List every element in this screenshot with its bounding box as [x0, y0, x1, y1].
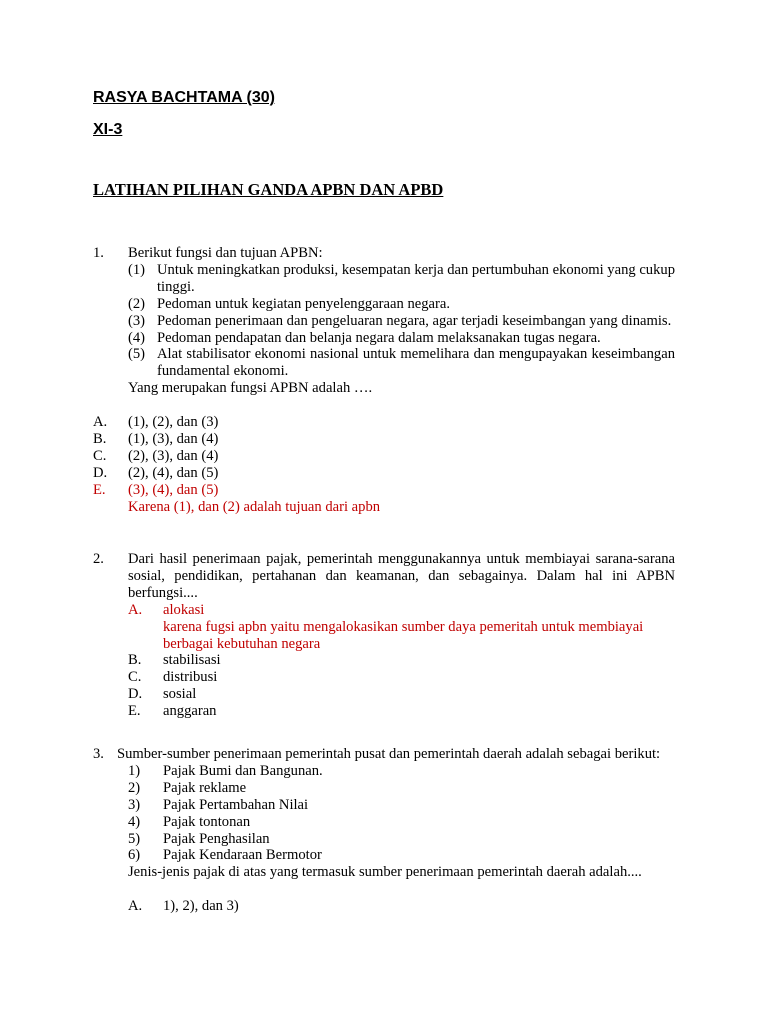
- document-title: LATIHAN PILIHAN GANDA APBN DAN APBD: [93, 180, 444, 199]
- question-prompt: Jenis-jenis pajak di atas yang termasuk sumber penerimaan pemerintah daerah adalah....: [128, 864, 642, 881]
- question-number: 1.: [93, 245, 104, 261]
- option-text: (3), (4), dan (5): [128, 481, 219, 498]
- student-name: RASYA BACHTAMA (30): [93, 89, 275, 106]
- item-label: (4): [128, 329, 146, 346]
- item-text: Pajak Bumi dan Bangunan.: [163, 762, 323, 779]
- option-text: anggaran: [163, 703, 217, 720]
- option-d: [93, 686, 675, 703]
- item-label: 5): [128, 830, 141, 847]
- option-text: (1), (2), dan (3): [128, 414, 219, 431]
- option-c: [93, 669, 675, 686]
- question-2: [93, 551, 675, 720]
- option-text: (2), (4), dan (5): [128, 464, 219, 481]
- class-label: XI-3: [93, 121, 123, 138]
- option-e: [93, 703, 675, 720]
- option-a-answer: [93, 602, 675, 619]
- item-text: Untuk meningkatkan produksi, kesempatan kerja dan pertumbuhan ekonomi yang cukup tinggi.: [157, 261, 675, 295]
- option-label: A.: [128, 898, 143, 915]
- option-d: [93, 465, 675, 482]
- option-label: D.: [93, 464, 108, 481]
- option-label: A.: [93, 414, 108, 431]
- option-b: [93, 652, 675, 669]
- answer-explanation: [93, 499, 675, 516]
- item-label: 3): [128, 796, 141, 813]
- tax-list: [93, 763, 675, 881]
- item-text: Pedoman pendapatan dan belanja negara dalam melaksanakan tugas negara.: [157, 329, 601, 346]
- question-stem: Sumber-sumber penerimaan pemerintah pusat dan pemerintah daerah adalah sebagai berikut:: [117, 746, 661, 762]
- option-b: [93, 431, 675, 448]
- item-label: 4): [128, 813, 141, 830]
- item-text: Pajak Pertambahan Nilai: [163, 796, 309, 813]
- option-label: C.: [128, 669, 142, 686]
- option-c: [93, 448, 675, 465]
- option-text: alokasi: [163, 601, 205, 618]
- question-number: 3.: [93, 746, 104, 762]
- option-label: E.: [128, 703, 141, 720]
- question-3: [93, 746, 675, 915]
- option-text: stabilisasi: [163, 652, 221, 669]
- option-text: distribusi: [163, 669, 218, 686]
- item-label: 1): [128, 762, 141, 779]
- item-text: Pedoman untuk kegiatan penyelenggaraan negara.: [157, 295, 450, 312]
- option-label: A.: [128, 601, 143, 618]
- question-stem: Berikut fungsi dan tujuan APBN:: [128, 245, 323, 261]
- option-e-answer: [93, 482, 675, 499]
- item-label: (2): [128, 295, 146, 312]
- item-label: (5): [128, 346, 146, 363]
- option-label: B.: [93, 431, 107, 448]
- option-text: (2), (3), dan (4): [128, 447, 219, 464]
- option-text: sosial: [163, 686, 197, 703]
- option-label: B.: [128, 652, 142, 669]
- item-text: Pajak Kendaraan Bermotor: [163, 847, 322, 864]
- question-text: Dari hasil penerimaan pajak, pemerintah menggunakannya untuk membiayai sarana-sarana sosial, pendidikan, pertahanan dan keamanan, dan sebagainya. Dalam hal ini APBN berfungsi....: [128, 551, 675, 601]
- option-label: C.: [93, 447, 107, 464]
- option-text: (1), (3), dan (4): [128, 431, 219, 448]
- item-label: 6): [128, 847, 141, 864]
- question-number: 2.: [93, 551, 104, 567]
- item-label: (1): [128, 261, 146, 278]
- item-text: Pajak reklame: [163, 779, 247, 796]
- option-text: 1), 2), dan 3): [163, 898, 239, 915]
- option-a: [93, 898, 675, 915]
- item-text: Alat stabilisator ekonomi nasional untuk memelihara dan mengupayakan keseimbangan fundamental ekonomi.: [157, 346, 675, 380]
- explanation-text: Karena (1), dan (2) adalah tujuan dari apbn: [128, 498, 381, 515]
- option-label: E.: [93, 481, 106, 498]
- item-text: Pajak Penghasilan: [163, 830, 270, 847]
- question-text: [117, 746, 675, 763]
- item-text: Pajak tontonan: [163, 813, 251, 830]
- question-prompt: Yang merupakan fungsi APBN adalah ….: [128, 380, 373, 397]
- explanation-text: karena fugsi apbn yaitu mengalokasikan sumber daya pemeritah untuk membiayai berbagai kebutuhan negara: [163, 618, 644, 652]
- item-label: 2): [128, 779, 141, 796]
- option-a: [93, 414, 675, 431]
- answer-explanation: [93, 619, 675, 653]
- item-label: (3): [128, 312, 146, 329]
- question-text: [128, 245, 675, 397]
- item-text: Pedoman penerimaan dan pengeluaran negara, agar terjadi keseimbangan yang dinamis.: [157, 312, 672, 329]
- question-1: [93, 245, 675, 516]
- option-label: D.: [128, 686, 143, 703]
